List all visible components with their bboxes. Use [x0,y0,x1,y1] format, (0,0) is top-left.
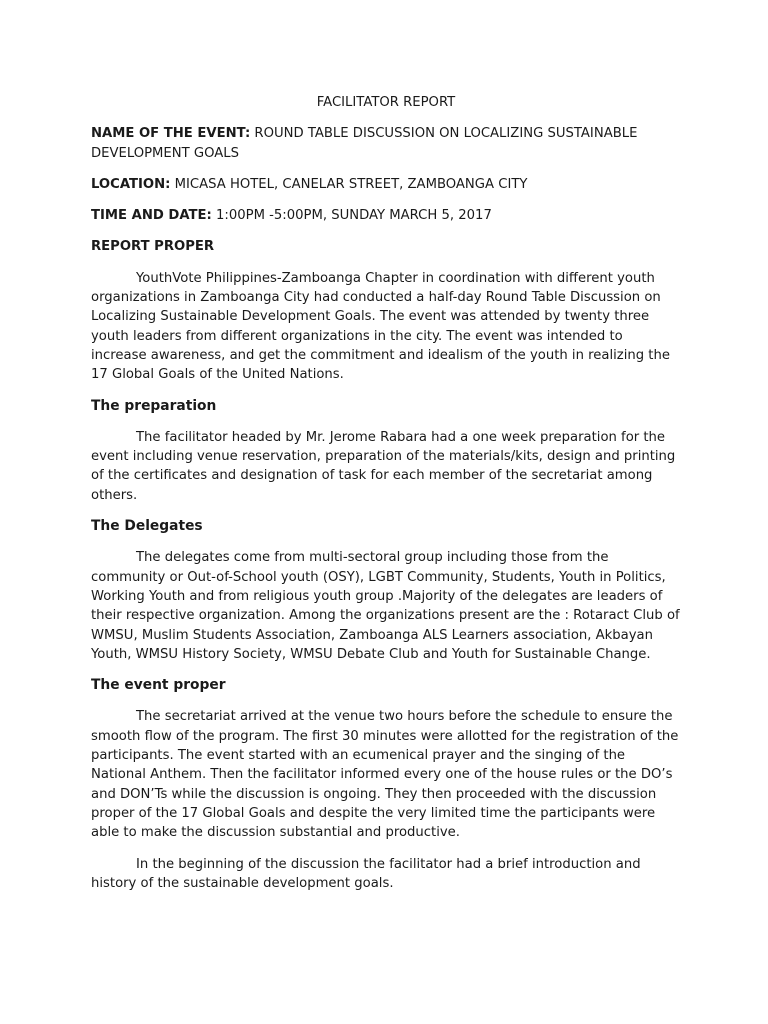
field-label: NAME OF THE EVENT: [91,126,251,142]
section-heading-delegates: The Delegates [91,518,203,535]
location-field [91,175,681,194]
event-proper-paragraph: The secretariat arrived at the venue two hours before the schedule to ensure the smooth flow of the program. The first 30 minutes were allotted for the registration of the participants. The event started with an ecumenical prayer and the singing of the National Anthem. Then the facilitator informed every one of the house rules or the DO’s and DON’Ts while the discussion is ongoing. They then proceeded with the discussion proper of the 17 Global Goals and despite the very limited time the participants were able to make the discussion substantial and productive. [91,709,679,841]
intro-paragraph: YouthVote Philippines-Zamboanga Chapter in coordination with different youth organizations in Zamboanga City had conducted a half-day Round Table Discussion on Localizing Sustainable Development Goals. The event was attended by twenty three youth leaders from different organizations in the city. The event was intended to increase awareness, and get the commitment and idealism of the youth in realizing the 17 Global Goals of the United Nations. [91,270,670,383]
field-value: ROUND TABLE DISCUSSION ON LOCALIZING SUSTAINABLE DEVELOPMENT GOALS [91,126,638,161]
delegates-paragraph: The delegates come from multi-sectoral group including those from the community or Out-of-School youth (OSY), LGBT Community, Students, Youth in Politics, Working Youth and from religious youth group .Majority of the delegates are leaders of their respective organization. Among the organizations present are the : Rotaract Club of WMSU, Muslim Students Association, Zamboanga ALS Learners association, Akbayan Youth, WMSU History Society, WMSU Debate Club and Youth for Sustainable Change. [91,550,680,662]
document-title: FACILITATOR REPORT [316,95,456,110]
report-proper-heading: REPORT PROPER [91,239,215,255]
discussion-paragraph: In the beginning of the discussion the facilitator had a brief introduction and history of the sustainable development goals. [91,856,641,891]
time-date-field [91,206,681,225]
section-heading-event-proper: The event proper [91,677,226,694]
section-heading-preparation: The preparation [91,397,217,414]
field-label: LOCATION: [91,176,171,192]
event-name-field [91,124,681,163]
field-label: TIME AND DATE: [91,208,212,224]
document-page [91,93,681,905]
preparation-paragraph: The facilitator headed by Mr. Jerome Rabara had a one week preparation for the event including venue reservation, preparation of the materials/kits, design and printing of the certificates and designation of task for each member of the secretariat among others. [91,429,676,503]
field-value: MICASA HOTEL, CANELAR STREET, ZAMBOANGA CITY [170,176,528,192]
field-value: 1:00PM -5:00PM, SUNDAY MARCH 5, 2017 [211,208,492,224]
